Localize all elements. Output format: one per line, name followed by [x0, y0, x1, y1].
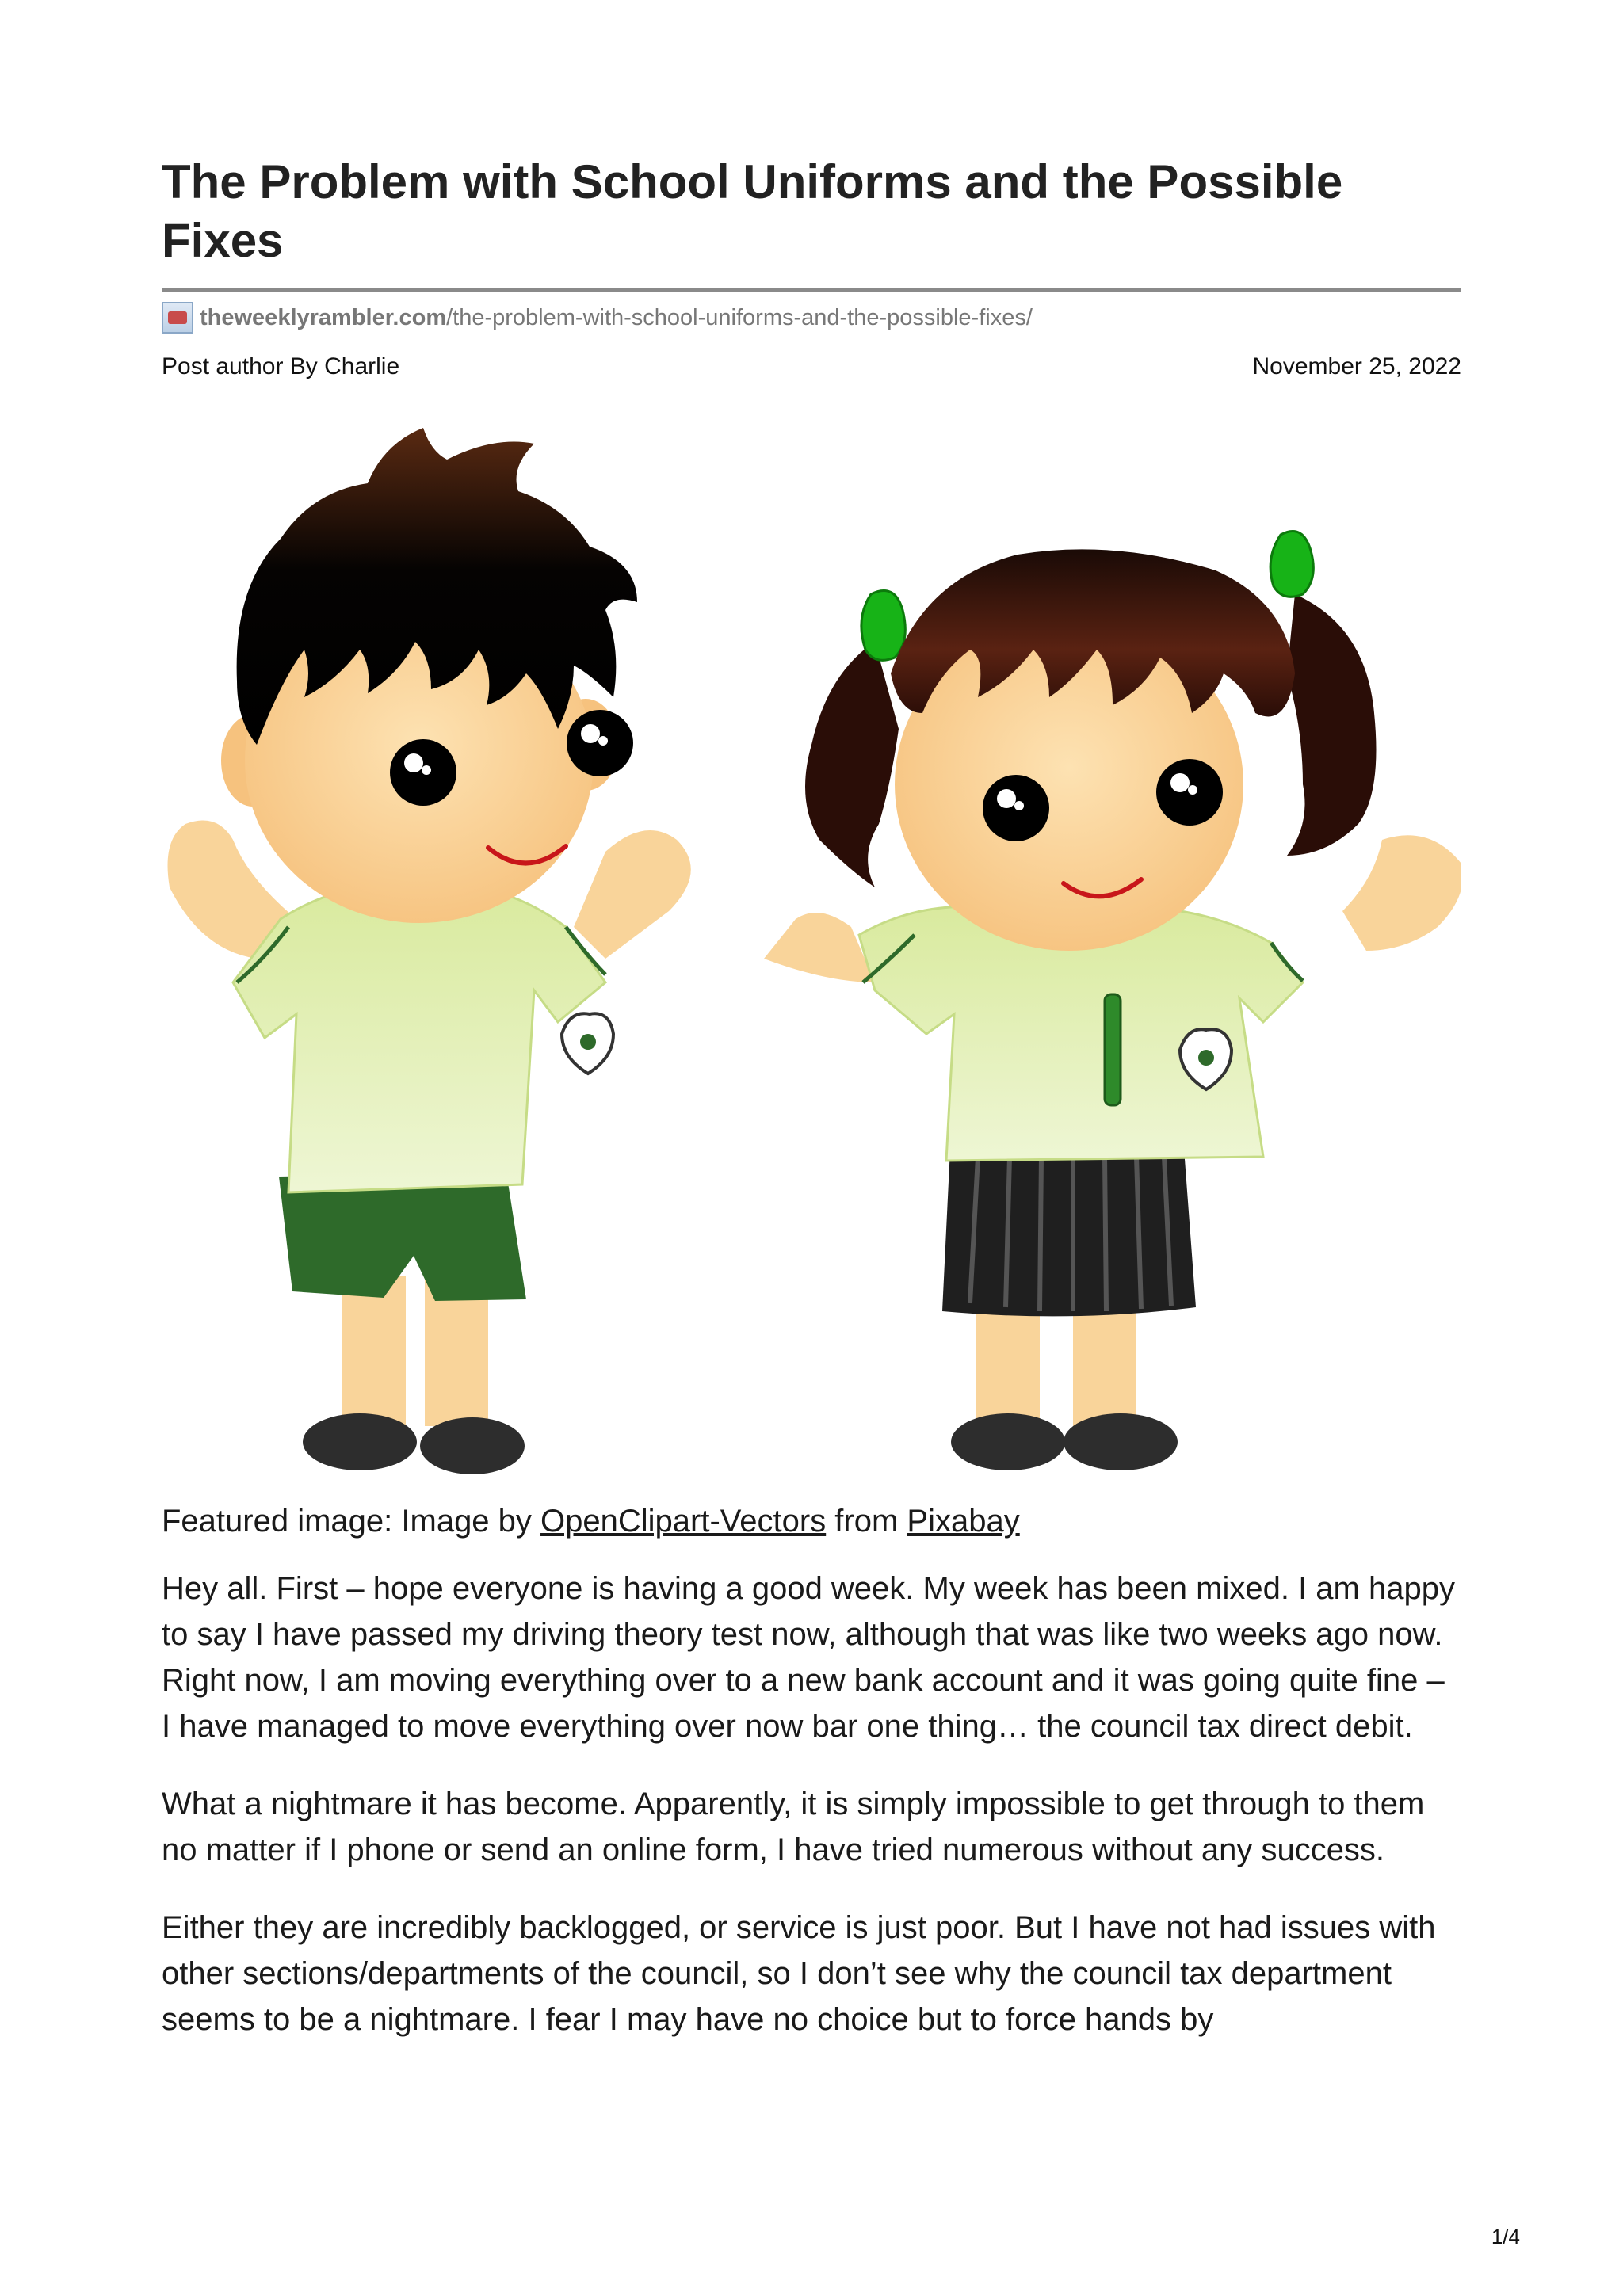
article: [162, 0, 1461, 2042]
image-caption: [162, 1499, 1461, 1543]
paragraph: What a nightmare it has become. Apparently, it is simply impossible to get through to them no matter if I phone or send an online form, I have tried numerous without any success.: [162, 1787, 1425, 1867]
featured-image: [162, 412, 1461, 1489]
caption-prefix: Featured image: Image by: [162, 1504, 541, 1539]
source-domain[interactable]: theweeklyrambler.com: [200, 304, 447, 330]
source-url[interactable]: [162, 301, 1461, 334]
paragraph: Either they are incredibly backlogged, or service is just poor. But I have not had issues with other sections/departments of the council, so I don’t see why the council tax department seems to be a nightmare. I fear I may have no choice but to force hands by: [162, 1910, 1436, 2037]
site-favicon-icon: [162, 302, 193, 334]
caption-site-link[interactable]: Pixabay: [907, 1504, 1020, 1539]
school-uniform-kids-illustration: [162, 412, 1461, 1489]
post-meta: [162, 353, 1461, 380]
article-title: The Problem with School Uniforms and the Possible Fixes: [162, 155, 1343, 267]
caption-middle: from: [826, 1504, 907, 1539]
source-path[interactable]: /the-problem-with-school-uniforms-and-the-possible-fixes/: [446, 304, 1033, 330]
boy-figure: [168, 428, 691, 1474]
post-author: Post author By Charlie: [162, 353, 400, 379]
girl-figure: [764, 532, 1461, 1471]
paragraph: Hey all. First – hope everyone is having a good week. My week has been mixed. I am happy to say I have passed my driving theory test now, although that was like two weeks ago now. Right now, I am moving everything over to a new bank account and it was going quite fine – I have managed to move everything over now bar one thing… the council tax direct debit.: [162, 1571, 1455, 1744]
title-divider: [162, 288, 1461, 292]
caption-author-link[interactable]: OpenClipart-Vectors: [540, 1504, 827, 1539]
post-date: November 25, 2022: [1252, 353, 1461, 379]
page-indicator: 1/4: [1491, 2225, 1520, 2248]
